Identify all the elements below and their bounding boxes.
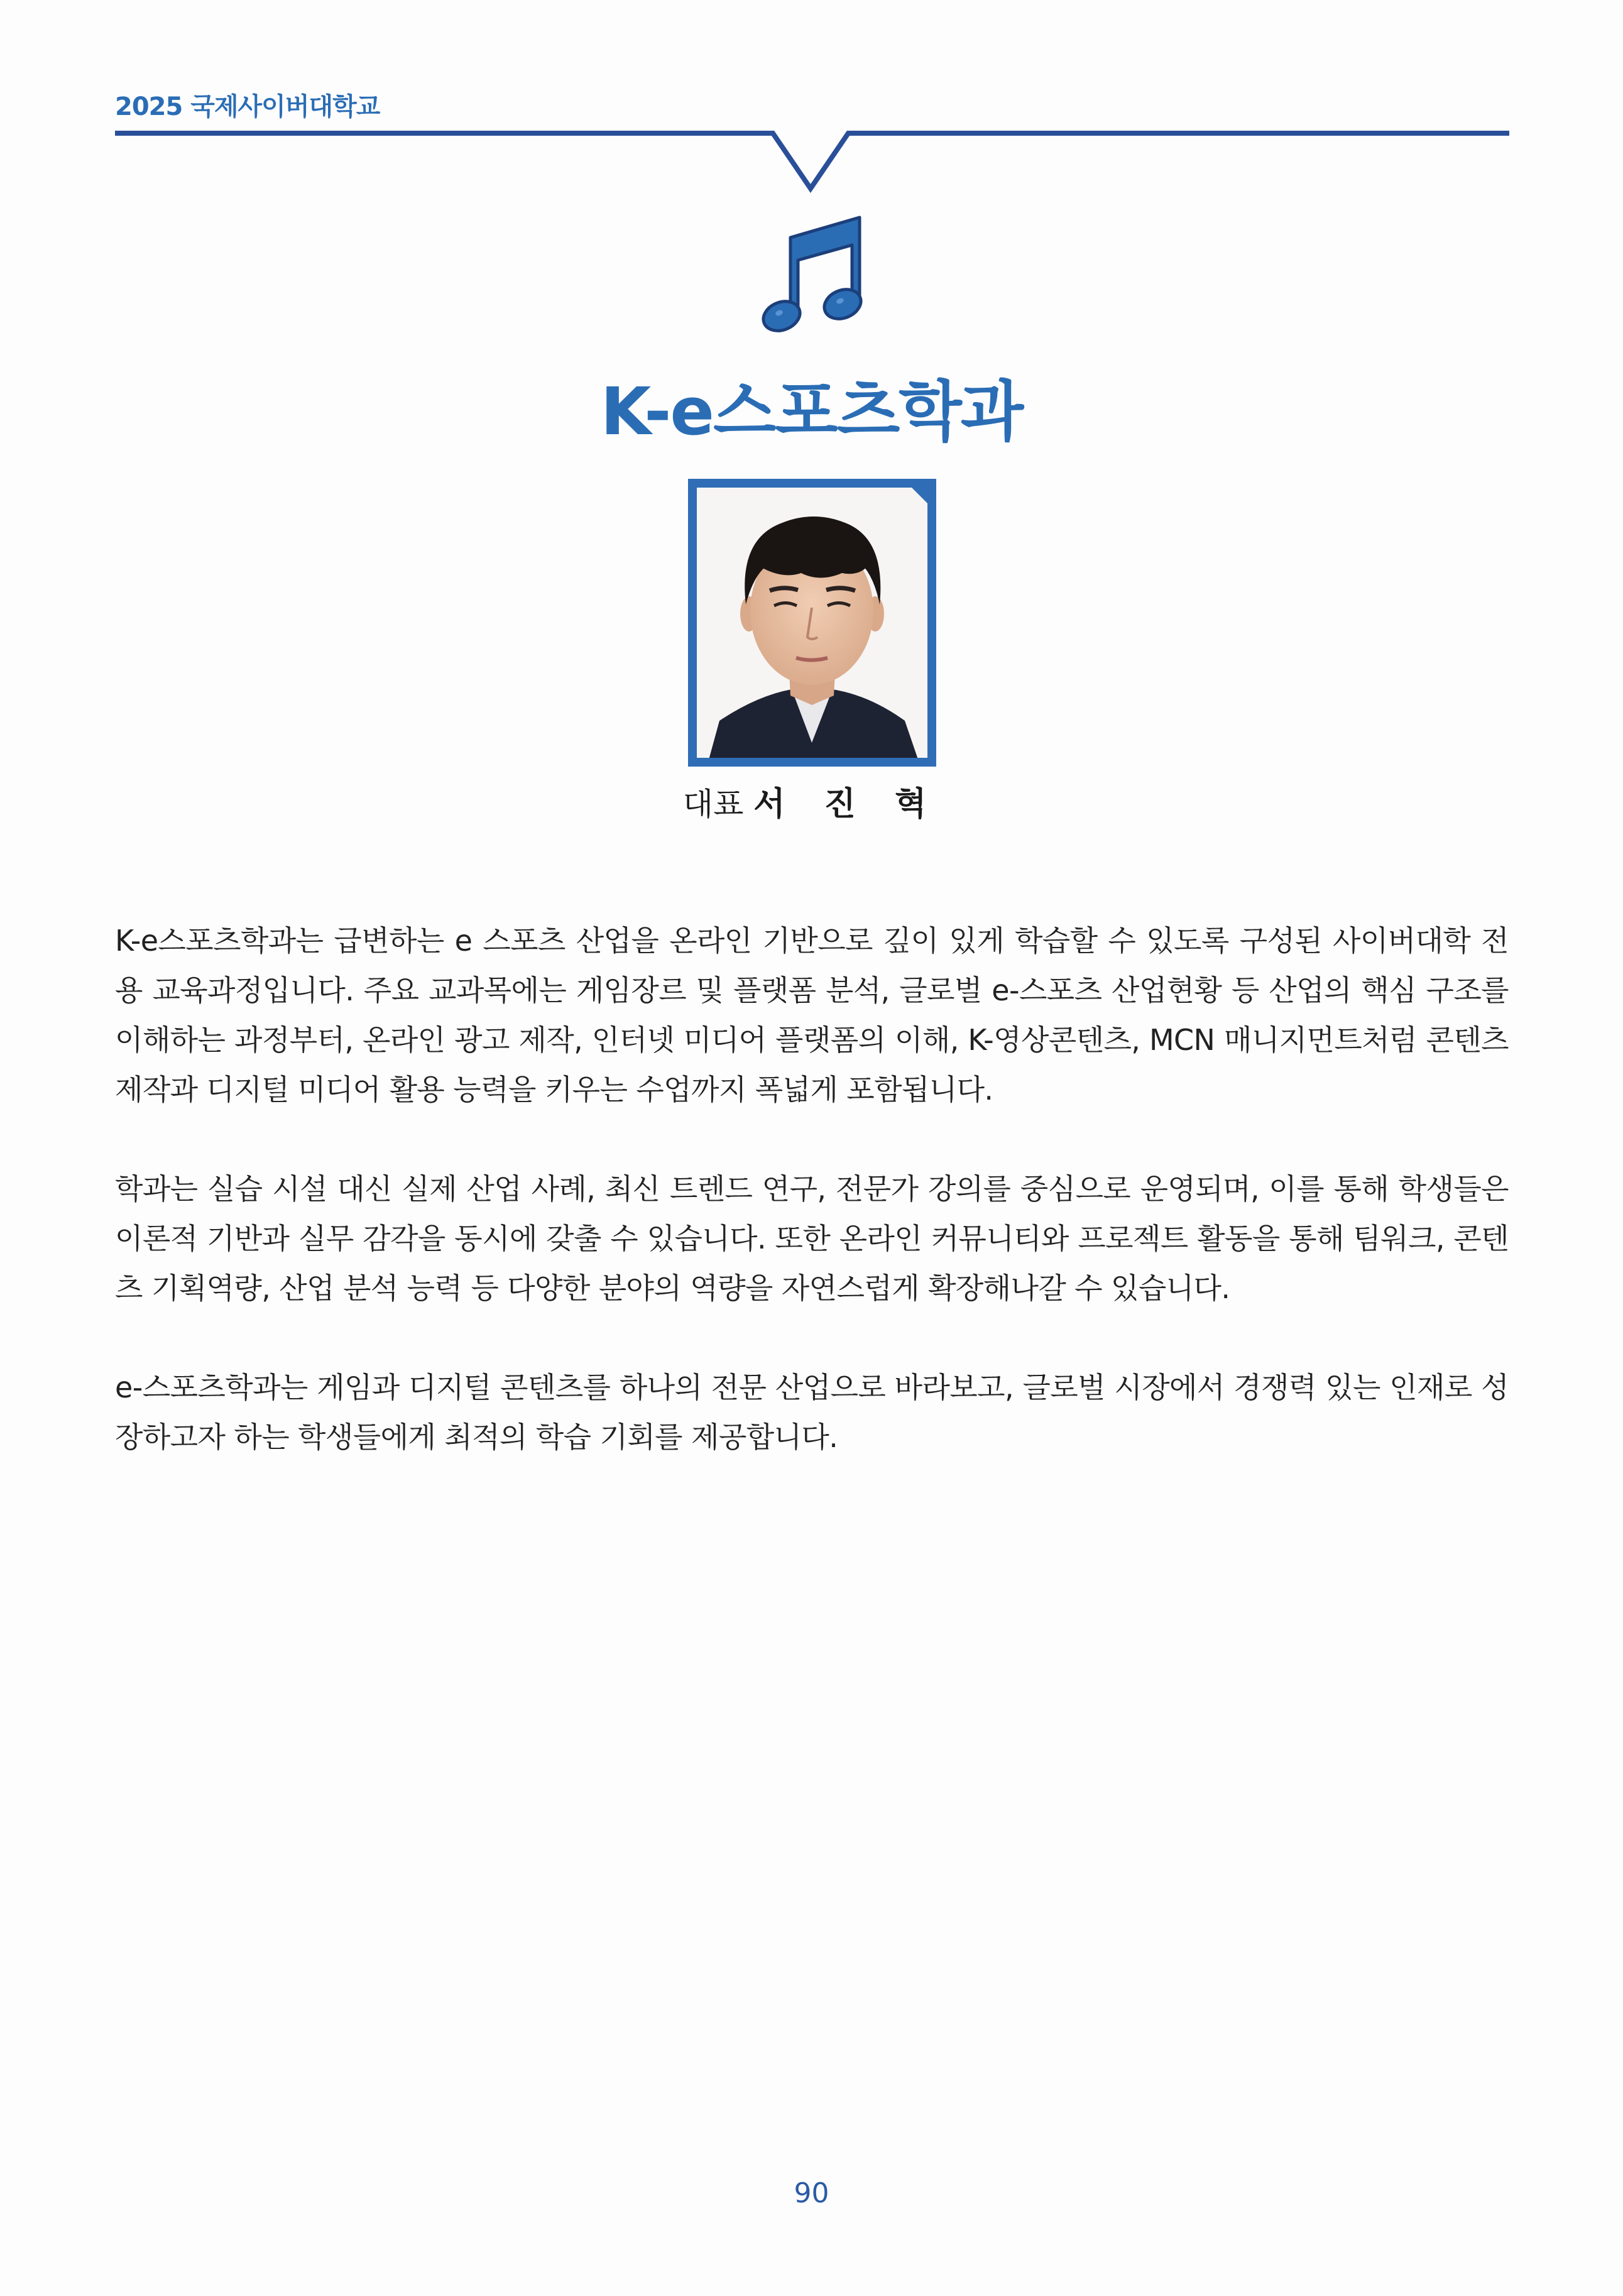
music-note-icon (758, 212, 868, 335)
representative-prefix: 대표 (682, 786, 744, 823)
body-paragraph: e-스포츠학과는 게임과 디지털 콘텐츠를 하나의 전문 산업으로 바라보고, 글로벌 시장에서 경쟁력 있는 인재로 성장하고자 하는 학생들에게 최적의 학습 기회를 제공합니다. (115, 1370, 1509, 1454)
student-photo (688, 479, 936, 767)
representative-line (0, 782, 1623, 826)
department-title: K-e스포츠학과 (600, 373, 1023, 450)
representative-name: 서 진 혁 (753, 785, 941, 823)
header-divider-line (0, 0, 1623, 201)
body-paragraph: K-e스포츠학과는 급변하는 e 스포츠 산업을 온라인 기반으로 깊이 있게 학습할 수 있도록 구성된 사이버대학 전용 교육과정입니다. 주요 교과목에는 게임장르 및 플랫폼 분석, 글로벌 e-스포츠 산업현황 등 산업의 핵심 구조를 이해하는 과정부터, 온라인 광고 제작, 인터넷 미디어 플랫폼의 이해, K-영상콘텐츠, MCN 매니지먼트처럼 콘텐츠 제작과 디지털 미디어 활용 능력을 키우는 수업까지 폭넓게 포함됩니다. (115, 924, 1509, 1107)
page-number: 90 (794, 2177, 829, 2209)
header-label: 2025 국제사이버대학교 (115, 92, 380, 121)
body-paragraph: 학과는 실습 시설 대신 실제 산업 사례, 최신 트렌드 연구, 전문가 강의를 중심으로 운영되며, 이를 통해 학생들은 이론적 기반과 실무 감각을 동시에 갖출 수 있습니다. 또한 온라인 커뮤니티와 프로젝트 활동을 통해 팀워크, 콘텐츠 기획역량, 산업 분석 능력 등 다양한 분야의 역량을 자연스럽게 확장해나갈 수 있습니다. (115, 1172, 1509, 1305)
body-text (115, 916, 1509, 1512)
